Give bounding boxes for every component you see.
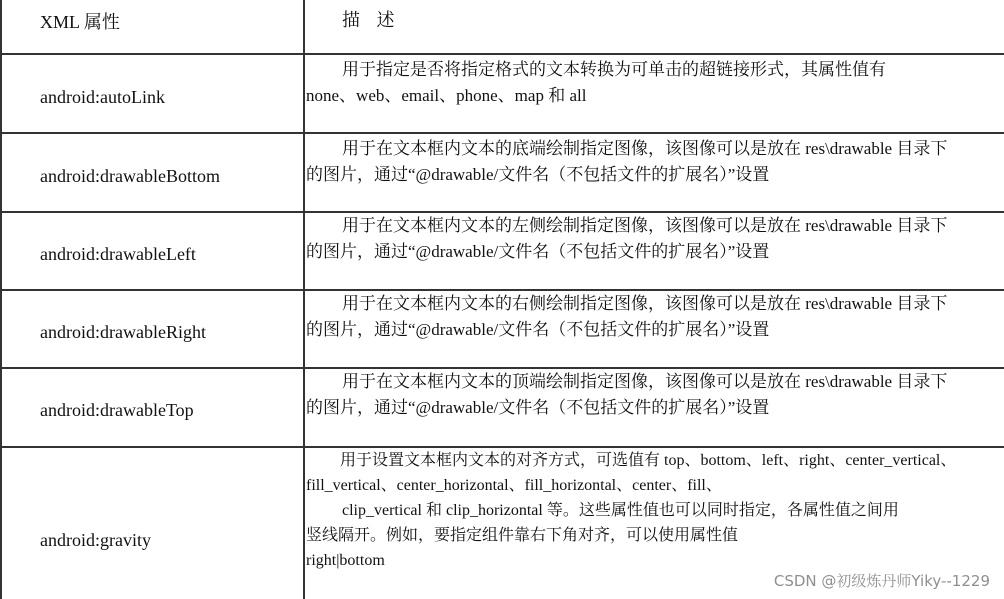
- description-line: 的图片，通过“@drawable/文件名（不包括文件的扩展名）”设置: [306, 398, 770, 417]
- table-row: [0, 134, 1004, 213]
- header-description: 描 述: [342, 10, 401, 30]
- description-line: 用于在文本框内文本的底端绘制指定图像，该图像可以是放在 res\drawable 目录下: [342, 139, 948, 158]
- attribute-name: android:drawableBottom: [40, 166, 220, 186]
- attribute-name: android:gravity: [40, 530, 151, 550]
- description-line: 竖线隔开。例如，要指定组件靠右下角对齐，可以使用属性值: [306, 527, 739, 544]
- attribute-description: [306, 136, 1004, 188]
- attribute-description: [306, 213, 1004, 265]
- attribute-description: [306, 291, 1004, 343]
- description-line: 用于在文本框内文本的右侧绘制指定图像，该图像可以是放在 res\drawable 目录下: [342, 294, 948, 313]
- table-row: [0, 369, 1004, 448]
- description-line: 用于在文本框内文本的左侧绘制指定图像，该图像可以是放在 res\drawable 目录下: [342, 216, 948, 235]
- attribute-name: android:drawableTop: [40, 400, 194, 420]
- attribute-name: android:drawableRight: [40, 322, 206, 342]
- description-line: none、web、email、phone、map 和 all: [306, 86, 587, 105]
- attribute-description: [306, 369, 1004, 421]
- header-attribute: XML 属性: [40, 12, 120, 32]
- attribute-name: android:drawableLeft: [40, 244, 196, 264]
- attribute-name: android:autoLink: [40, 87, 165, 107]
- csdn-watermark: CSDN @初级炼丹师Yiky--1229: [773, 572, 990, 590]
- description-line: 的图片，通过“@drawable/文件名（不包括文件的扩展名）”设置: [306, 165, 770, 184]
- table-row: [0, 55, 1004, 134]
- attribute-description: [306, 448, 1004, 573]
- description-line: 的图片，通过“@drawable/文件名（不包括文件的扩展名）”设置: [306, 320, 770, 339]
- attribute-description: [306, 57, 1004, 109]
- table-row: [0, 291, 1004, 369]
- header-row: [0, 0, 1004, 55]
- table-row: [0, 213, 1004, 291]
- description-line: 用于设置文本框内文本的对齐方式，可选值有 top、bottom、left、right、center_vertical、: [340, 452, 957, 469]
- description-line: right|bottom: [306, 552, 385, 569]
- description-line: 用于在文本框内文本的顶端绘制指定图像，该图像可以是放在 res\drawable 目录下: [342, 372, 948, 391]
- description-line: 的图片，通过“@drawable/文件名（不包括文件的扩展名）”设置: [306, 242, 770, 261]
- description-line: clip_vertical 和 clip_horizontal 等。这些属性值也可以同时指定，各属性值之间用: [342, 502, 899, 519]
- description-line: fill_vertical、center_horizontal、fill_horizontal、center、fill、: [306, 477, 722, 494]
- description-line: 用于指定是否将指定格式的文本转换为可单击的超链接形式，其属性值有: [342, 60, 886, 79]
